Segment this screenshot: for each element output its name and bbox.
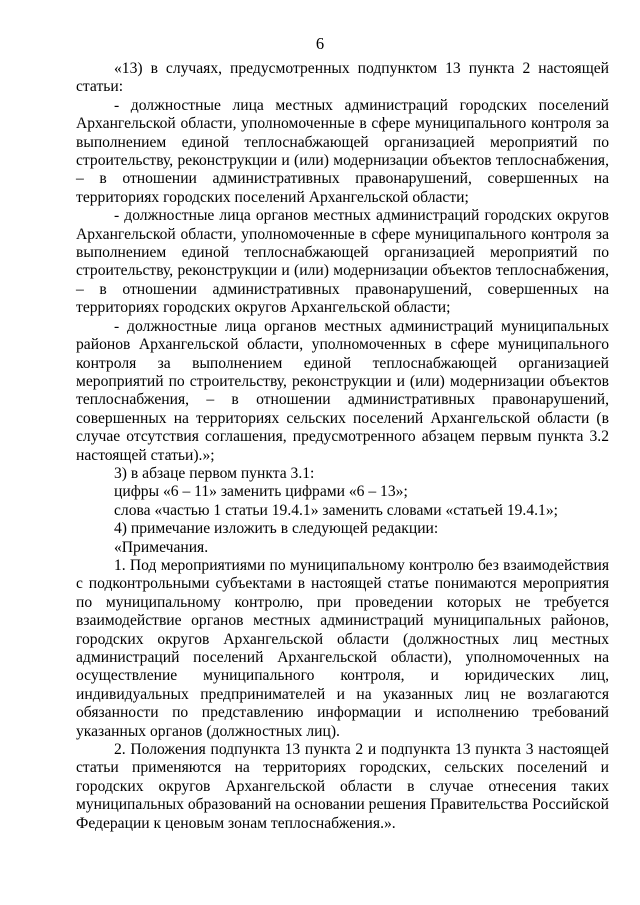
paragraph-item-3: 3) в абзаце первом пункта 3.1: xyxy=(114,464,315,482)
paragraph-urban-settlements: - должностные лица местных администраций городских поселений Архангельской области, уполномоченные в сфере муниципального контроля за выполнением единой теплоснабжающей организацией мероприятий по строительству, реконструкции и (или) модернизации объектов теплоснабжения, – в отношении административных правонарушений, совершенных на территориях городских поселений Архангельской области; xyxy=(76,96,609,206)
paragraph-urban-districts: - должностные лица органов местных администраций городских округов Архангельской области, уполномоченные в сфере муниципального контроля за выполнением единой теплоснабжающей организацией мероприятий по строительству, реконструкции и (или) модернизации объектов теплоснабжения, – в отношении административных правонарушений, совершенных на территориях городских округов Архангельской области; xyxy=(76,207,609,317)
paragraph-digits-replace: цифры «6 – 11» заменить цифрами «6 – 13»; xyxy=(114,483,408,501)
paragraph-municipal-districts: - должностные лица органов местных администраций муниципальных районов Архангельской области, уполномоченных в сфере муниципального контроля за выполнением единой теплоснабжающей организацией мероприятий по строительству, реконструкции и (или) модернизации объектов теплоснабжения, – в отношении административных правонарушений, совершенных на территориях сельских поселений Архангельской области (в случае отсутствия соглашения, предусмотренного абзацем первым пункта 3.2 настоящей статьи).»; xyxy=(76,317,609,464)
note-1: 1. Под мероприятиями по муниципальному контролю без взаимодействия с подконтрольными субъектами в настоящей статье понимаются мероприятия по муниципальному контролю, при проведении которых не требуется взаимодействие органов местных администраций муниципальных районов, городских округов Архангельской области (должностных лиц местных администраций поселений Архангельской области), уполномоченных на осуществление муниципального контроля, и юридических лиц, индивидуальных предпринимателей и на указанных лиц не возлагаются обязанности по представлению информации и исполнению требований указанных органов (должностных лиц). xyxy=(76,556,609,740)
notes-heading: «Примечания. xyxy=(114,538,209,556)
paragraph-item-4: 4) примечание изложить в следующей редакции: xyxy=(114,520,439,538)
page-number: 6 xyxy=(315,34,325,53)
note-2: 2. Положения подпункта 13 пункта 2 и подпункта 13 пункта 3 настоящей статьи применяются на территориях городских, сельских поселений и городских округов Архангельской области в случае отнесения таких муниципальных образований на основании решения Правительства Российской Федерации к ценовым зонам теплоснабжения.». xyxy=(76,741,609,832)
paragraph-item-13-intro: «13) в случаях, предусмотренных подпунктом 13 пункта 2 настоящей статьи: xyxy=(76,60,609,96)
document-body xyxy=(76,60,609,833)
paragraph-words-replace: слова «частью 1 статьи 19.4.1» заменить словами «статьей 19.4.1»; xyxy=(114,501,558,519)
